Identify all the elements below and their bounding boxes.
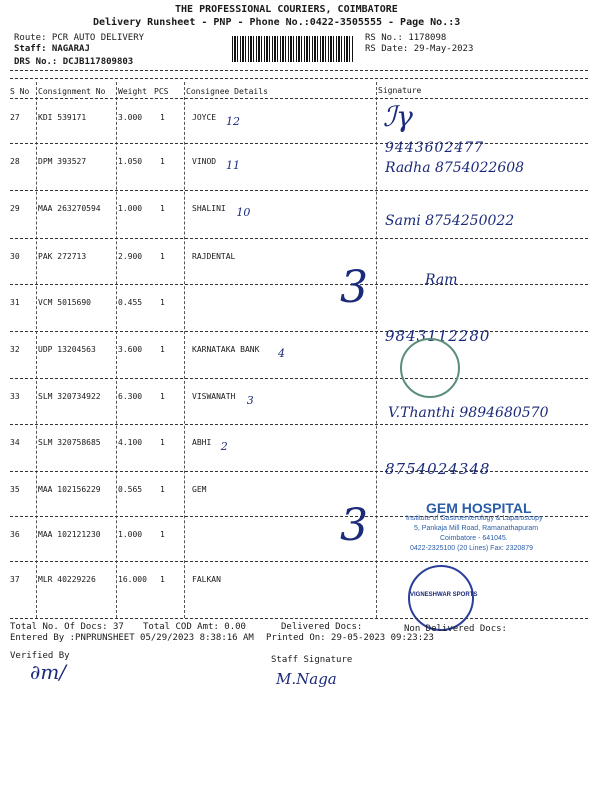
signature-scribble: ℐγ (383, 100, 413, 133)
cell-weight: 3.000 (118, 113, 143, 122)
row-divider (10, 331, 588, 332)
tally-mark: 10 (236, 206, 251, 219)
round-stamp (400, 338, 460, 398)
col-sno: S No (10, 87, 30, 96)
cell-sno: 33 (10, 392, 20, 401)
col-divider (36, 82, 37, 618)
cell-sno: 31 (10, 298, 20, 307)
col-divider (184, 82, 185, 618)
cell-sno: 32 (10, 345, 20, 354)
staff-signature-label: Staff Signature (271, 655, 353, 665)
route: Route: PCR AUTO DELIVERY (14, 33, 145, 43)
cell-pcs: 1 (160, 298, 165, 307)
signature-phone: 8754024348 (385, 460, 491, 478)
cell-cno: VCM 5015690 (38, 298, 91, 307)
signature-phone: V.Thanthi 9894680570 (388, 405, 549, 421)
col-divider (116, 82, 117, 618)
cell-consignee: SHALINI (192, 204, 226, 213)
tally-mark: 3 (246, 394, 254, 407)
delivered-docs: Delivered Docs: (281, 622, 363, 632)
staff-signature-hand: M.Naga (276, 670, 337, 688)
cell-weight: 6.300 (118, 392, 143, 401)
bracket-scribble: 3 (340, 262, 368, 313)
col-pcs: PCS (154, 87, 169, 96)
cell-weight: 1.000 (118, 530, 143, 539)
cell-cno: MLR 40229226 (38, 575, 96, 584)
col-signature: Signature (378, 86, 422, 95)
signature-phone: 9443602477 (385, 140, 485, 156)
row-divider (10, 378, 588, 379)
tally-mark: 12 (226, 115, 240, 128)
row-divider (10, 471, 588, 472)
divider (10, 78, 588, 79)
stamp-line: 0422-2325100 (20 Lines) Fax: 2320879 (410, 545, 533, 552)
cell-weight: 1.000 (118, 204, 143, 213)
entered-by: Entered By :PNPRUNSHEET 05/29/2023 8:38:16 AM (10, 633, 254, 643)
cell-cno: UDP 13204563 (38, 345, 96, 354)
cell-sno: 35 (10, 485, 20, 494)
tally-mark: 11 (226, 159, 240, 172)
divider (10, 98, 588, 99)
cell-pcs: 1 (160, 575, 165, 584)
row-divider (10, 284, 588, 285)
cell-pcs: 1 (160, 157, 165, 166)
cell-weight: 1.050 (118, 157, 143, 166)
runsheet-subtitle: Delivery Runsheet - PNP - Phone No.:0422-3505555 - Page No.:3 (93, 17, 461, 28)
sports-stamp-text: VIGNESHWAR SPORTS (410, 592, 478, 598)
printed-on: Printed On: 29-05-2023 09:23:23 (266, 633, 434, 643)
cell-cno: MAA 263270594 (38, 204, 101, 213)
tally-mark: 2 (220, 440, 228, 453)
cell-pcs: 1 (160, 204, 165, 213)
verified-by: Verified By (10, 651, 70, 661)
row-divider (10, 143, 588, 144)
signature-phone: 9843112280 (385, 327, 491, 345)
verifier-scribble: ∂m/ (30, 660, 67, 684)
staff: Staff: NAGARAJ (14, 44, 90, 54)
cell-cno: DPM 393527 (38, 157, 87, 166)
cell-pcs: 1 (160, 438, 165, 447)
signature-text: Ram (425, 272, 458, 288)
non-delivered-docs: Non Delivered Docs: (404, 624, 507, 634)
col-divider (376, 82, 377, 618)
rs-date: RS Date: 29-May-2023 (365, 44, 474, 54)
cell-pcs: 1 (160, 392, 165, 401)
col-weight: Weight (118, 87, 147, 96)
signature-phone: Sami 8754250022 (385, 213, 515, 229)
cell-cno: MAA 102121230 (38, 530, 101, 539)
cell-cno: MAA 102156229 (38, 485, 101, 494)
row-divider (10, 190, 588, 191)
cell-pcs: 1 (160, 252, 165, 261)
cell-weight: 4.100 (118, 438, 143, 447)
company-name: THE PROFESSIONAL COURIERS, COIMBATORE (175, 4, 398, 15)
stamp-line: 5, Pankaja Mill Road, Ramanathapuram (414, 525, 539, 532)
cell-pcs: 1 (160, 113, 165, 122)
cell-pcs: 1 (160, 345, 165, 354)
col-consignment: Consignment No (38, 87, 106, 96)
row-divider (10, 424, 588, 425)
cell-pcs: 1 (160, 530, 165, 539)
cell-sno: 27 (10, 113, 20, 122)
cell-sno: 37 (10, 575, 20, 584)
row-divider (10, 561, 588, 562)
barcode (232, 36, 354, 62)
divider (10, 618, 588, 619)
rs-number: RS No.: 1178098 (365, 33, 447, 43)
cell-consignee: RAJDENTAL (192, 252, 236, 261)
cell-sno: 29 (10, 204, 20, 213)
total-cod: Total COD Amt: 0.00 (143, 622, 246, 632)
cell-consignee: FALKAN (192, 575, 221, 584)
cell-sno: 34 (10, 438, 20, 447)
bracket-scribble: 3 (340, 500, 368, 551)
cell-weight: 16.000 (118, 575, 147, 584)
cell-consignee: JOYCE (192, 113, 217, 122)
cell-sno: 28 (10, 157, 20, 166)
cell-pcs: 1 (160, 485, 165, 494)
cell-sno: 36 (10, 530, 20, 539)
cell-cno: KDI 539171 (38, 113, 87, 122)
col-consignee: Consignee Details (186, 87, 268, 96)
tally-mark: 4 (278, 347, 285, 360)
stamp-line: Institute of Gastroenterology & Laparoscopy (406, 515, 543, 522)
cell-consignee: KARNATAKA BANK (192, 345, 260, 354)
stamp-line: Coimbatore - 641045. (440, 535, 508, 542)
cell-sno: 30 (10, 252, 20, 261)
sports-stamp (408, 565, 474, 631)
stamp-name: GEM HOSPITAL (426, 500, 532, 516)
cell-consignee: VINOD (192, 157, 217, 166)
row-divider (10, 238, 588, 239)
cell-weight: 0.565 (118, 485, 143, 494)
drs-number: DRS No.: DCJB117809803 (14, 57, 134, 67)
signature-phone: Radha 8754022608 (385, 160, 525, 176)
cell-consignee: VISWANATH (192, 392, 236, 401)
cell-cno: SLM 320758685 (38, 438, 101, 447)
cell-consignee: GEM (192, 485, 207, 494)
cell-weight: 2.900 (118, 252, 143, 261)
divider (10, 70, 588, 71)
cell-cno: PAK 272713 (38, 252, 87, 261)
cell-consignee: ABHI (192, 438, 212, 447)
cell-weight: 3.600 (118, 345, 143, 354)
cell-cno: SLM 320734922 (38, 392, 101, 401)
cell-weight: 0.455 (118, 298, 143, 307)
total-docs: Total No. Of Docs: 37 (10, 622, 124, 632)
